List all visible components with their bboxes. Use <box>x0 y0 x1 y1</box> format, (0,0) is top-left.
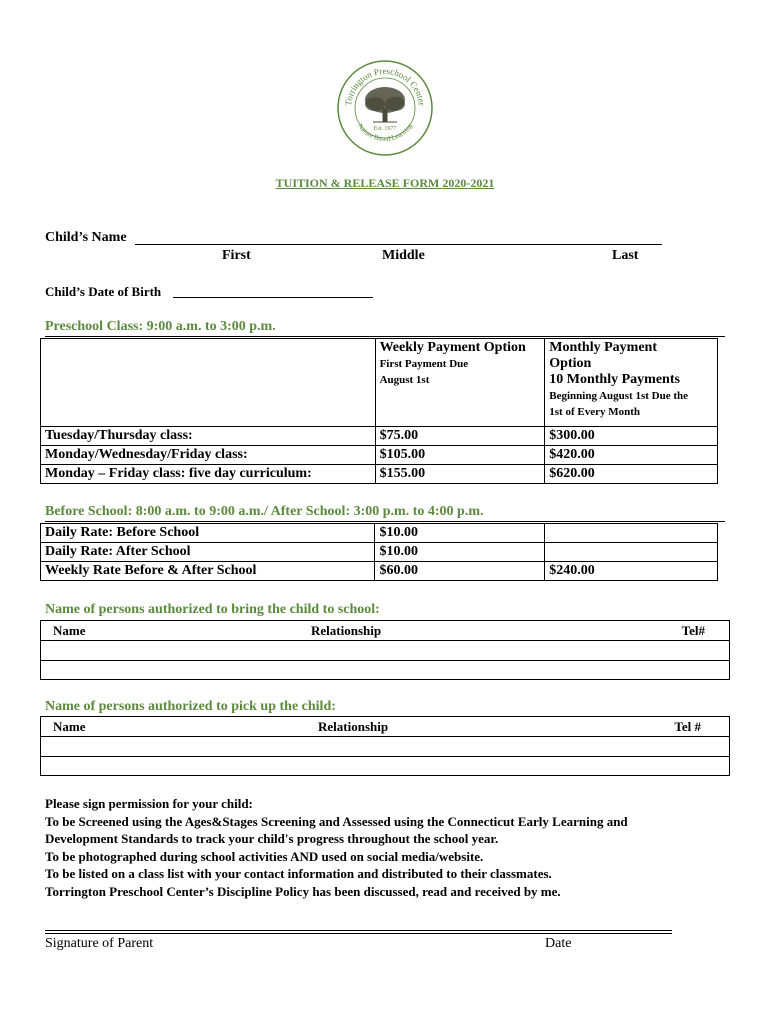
child-name-label: Child’s Name <box>45 230 127 245</box>
table-row <box>41 465 718 484</box>
monthly-header1: Monthly Payment <box>549 340 657 355</box>
weekly-header: Weekly Payment Option <box>379 340 526 355</box>
preschool-table <box>40 338 718 484</box>
child-name-field[interactable] <box>135 244 662 245</box>
row-monthly <box>545 543 718 562</box>
row-weekly: $10.00 <box>375 524 545 543</box>
child-dob-label: Child’s Date of Birth <box>45 284 162 299</box>
logo-top-text: Torrington Preschool Center <box>343 65 427 107</box>
signature-parent-label: Signature of Parent <box>45 936 154 951</box>
monthly-header3: 10 Monthly Payments <box>549 372 680 387</box>
row-monthly: $300.00 <box>545 427 718 446</box>
table-row <box>41 524 718 543</box>
preschool-divider <box>45 336 725 337</box>
permission-line: To be listed on a class list with your contact information and distributed to their classmates. <box>45 866 552 881</box>
before-after-divider <box>45 521 725 522</box>
logo-est: Est. 1977 <box>373 126 397 132</box>
pickup-col-name: Name <box>53 719 86 734</box>
before-after-heading: Before School: 8:00 a.m. to 9:00 a.m./ After School: 3:00 p.m. to 4:00 p.m. <box>45 504 484 519</box>
bring-row-1[interactable] <box>41 640 729 641</box>
row-weekly: $105.00 <box>375 446 545 465</box>
tree-icon <box>365 87 405 122</box>
pickup-col-relationship: Relationship <box>318 719 389 734</box>
monthly-sub1: Beginning August 1st Due the <box>549 390 689 402</box>
table-row <box>41 446 718 465</box>
table-row <box>41 562 718 581</box>
signature-line[interactable] <box>45 930 672 931</box>
monthly-sub2: 1st of Every Month <box>549 406 641 418</box>
preschool-heading: Preschool Class: 9:00 a.m. to 3:00 p.m. <box>45 319 276 334</box>
child-name-first-label: First <box>222 248 251 263</box>
row-label: Daily Rate: Before School <box>41 524 375 543</box>
row-weekly: $155.00 <box>375 465 545 484</box>
pickup-row-1[interactable] <box>41 736 729 737</box>
permission-line: Development Standards to track your child's progress throughout the school year. <box>45 831 499 846</box>
table-row <box>41 427 718 446</box>
table-row <box>41 543 718 562</box>
bring-col-relationship: Relationship <box>311 623 382 638</box>
permission-block <box>45 795 745 900</box>
bring-col-tel: Tel# <box>681 623 705 638</box>
child-dob-field[interactable] <box>173 297 373 298</box>
row-label: Tuesday/Thursday class: <box>41 427 376 446</box>
pickup-col-tel: Tel # <box>674 719 701 734</box>
weekly-header-cell <box>375 339 545 427</box>
bring-row-2[interactable] <box>41 660 729 661</box>
row-weekly: $10.00 <box>375 543 545 562</box>
before-after-table <box>40 523 718 581</box>
monthly-header2: Option <box>549 356 592 371</box>
permission-line: Please sign permission for your child: <box>45 796 253 811</box>
row-monthly: $240.00 <box>545 562 718 581</box>
svg-text:Nature Based Learning <box>356 122 414 143</box>
permission-line: Torrington Preschool Center’s Discipline Policy has been discussed, read and received by me. <box>45 883 561 899</box>
bring-col-name: Name <box>53 623 86 638</box>
signature-date-label: Date <box>545 936 572 951</box>
row-monthly <box>545 524 718 543</box>
form-title: TUITION & RELEASE FORM 2020-2021 <box>275 176 495 190</box>
row-label: Daily Rate: After School <box>41 543 375 562</box>
row-label: Monday/Wednesday/Friday class: <box>41 446 376 465</box>
bring-heading: Name of persons authorized to bring the child to school: <box>45 602 380 617</box>
row-weekly: $75.00 <box>375 427 545 446</box>
center-logo <box>335 58 435 158</box>
signature-line-2 <box>45 933 672 934</box>
child-name-last-label: Last <box>612 248 639 263</box>
permission-line: To be Screened using the Ages&Stages Screening and Assessed using the Connecticut Early Learning and <box>45 813 628 829</box>
row-weekly: $60.00 <box>375 562 545 581</box>
row-monthly: $620.00 <box>545 465 718 484</box>
pickup-heading: Name of persons authorized to pick up the child: <box>45 699 336 714</box>
weekly-sub2: August 1st <box>379 374 430 386</box>
logo-bottom-text: Nature Based Learning <box>356 122 414 143</box>
row-label: Monday – Friday class: five day curriculum: <box>41 465 376 484</box>
row-label: Weekly Rate Before & After School <box>41 562 375 581</box>
child-name-middle-label: Middle <box>382 248 425 263</box>
pickup-row-2[interactable] <box>41 756 729 757</box>
preschool-header-row <box>41 339 718 427</box>
row-monthly: $420.00 <box>545 446 718 465</box>
monthly-header-cell <box>545 339 718 427</box>
pickup-table <box>40 716 730 776</box>
blank-cell <box>41 339 376 427</box>
permission-line: To be photographed during school activities AND used on social media/website. <box>45 848 484 864</box>
weekly-sub1: First Payment Due <box>379 358 469 370</box>
bring-table <box>40 620 730 680</box>
